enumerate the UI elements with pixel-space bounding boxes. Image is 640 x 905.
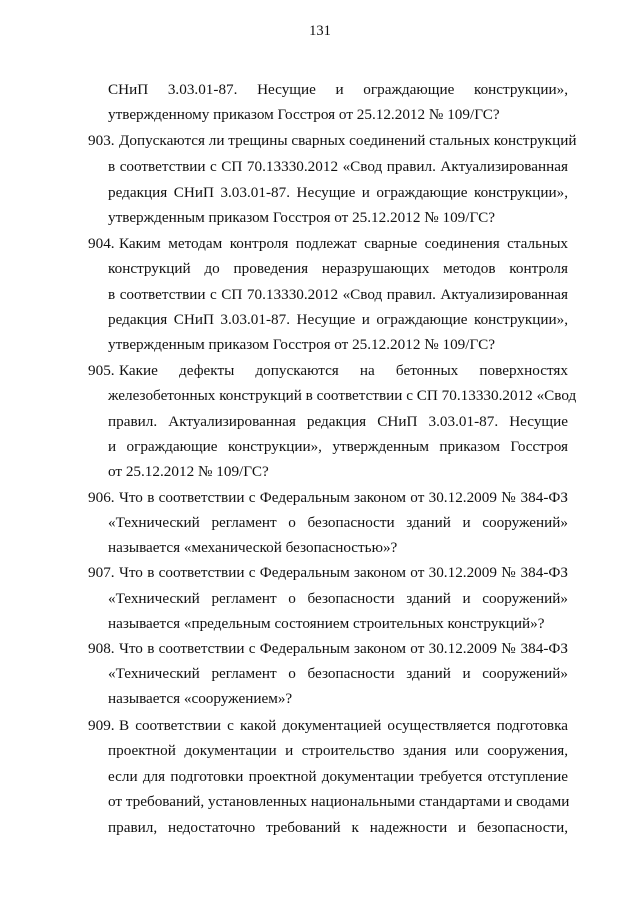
continuation-line: утвержденному приказом Госстроя от 25.12.2012 № 109/ГС?: [108, 106, 500, 123]
question-line: Что в соответствии с Федеральным законом от 30.12.2009 № 384-ФЗ: [119, 640, 568, 657]
question-line: если для подготовки проектной документации требуется отступление: [108, 768, 568, 785]
question-number: 909.: [88, 717, 115, 734]
question-line: Какие дефекты допускаются на бетонных поверхностях: [119, 362, 568, 379]
question-number: 906.: [88, 489, 115, 506]
question-line: утвержденным приказом Госстроя от 25.12.2012 № 109/ГС?: [108, 336, 495, 353]
question-line: редакция СНиП 3.03.01-87. Несущие и ограждающие конструкции»,: [108, 311, 568, 328]
question-line: Каким методам контроля подлежат сварные соединения стальных: [119, 235, 568, 252]
question-line: Что в соответствии с Федеральным законом от 30.12.2009 № 384-ФЗ: [119, 564, 568, 581]
question-line: называется «механической безопасностью»?: [108, 539, 398, 556]
question-number: 904.: [88, 235, 115, 252]
question-line: в соответствии с СП 70.13330.2012 «Свод правил. Актуализированная: [108, 286, 568, 303]
question-line: Допускаются ли трещины сварных соединений стальных конструкций: [119, 132, 577, 149]
question-line: называется «предельным состоянием строительных конструкций»?: [108, 615, 545, 632]
question-number: 908.: [88, 640, 115, 657]
question-line: правил. Актуализированная редакция СНиП 3.03.01-87. Несущие: [108, 413, 568, 430]
question-line: утвержденным приказом Госстроя от 25.12.2012 № 109/ГС?: [108, 209, 495, 226]
question-line: «Технический регламент о безопасности зданий и сооружений»: [108, 665, 568, 682]
question-line: «Технический регламент о безопасности зданий и сооружений»: [108, 590, 568, 607]
question-number: 905.: [88, 362, 115, 379]
question-line: редакция СНиП 3.03.01-87. Несущие и ограждающие конструкции»,: [108, 184, 568, 201]
page-number: 131: [309, 23, 331, 39]
question-line: «Технический регламент о безопасности зданий и сооружений»: [108, 514, 568, 531]
question-line: от 25.12.2012 № 109/ГС?: [108, 463, 269, 480]
question-line: проектной документации и строительство здания или сооружения,: [108, 742, 568, 759]
question-line: в соответствии с СП 70.13330.2012 «Свод правил. Актуализированная: [108, 158, 568, 175]
question-line: железобетонных конструкций в соответствии с СП 70.13330.2012 «Свод: [108, 387, 577, 404]
question-line: конструкций до проведения неразрушающих методов контроля: [108, 260, 568, 277]
question-line: Что в соответствии с Федеральным законом от 30.12.2009 № 384-ФЗ: [119, 489, 568, 506]
question-line: и ограждающие конструкции», утвержденным приказом Госстроя: [108, 438, 568, 455]
question-line: В соответствии с какой документацией осуществляется подготовка: [119, 717, 568, 734]
question-line: правил, недостаточно требований к надежности и безопасности,: [108, 819, 568, 836]
continuation-line: СНиП 3.03.01-87. Несущие и ограждающие конструкции»,: [108, 81, 568, 98]
question-number: 903.: [88, 132, 115, 149]
question-line: от требований, установленных национальными стандартами и сводами: [108, 793, 570, 810]
question-line: называется «сооружением»?: [108, 690, 293, 707]
question-number: 907.: [88, 564, 115, 581]
